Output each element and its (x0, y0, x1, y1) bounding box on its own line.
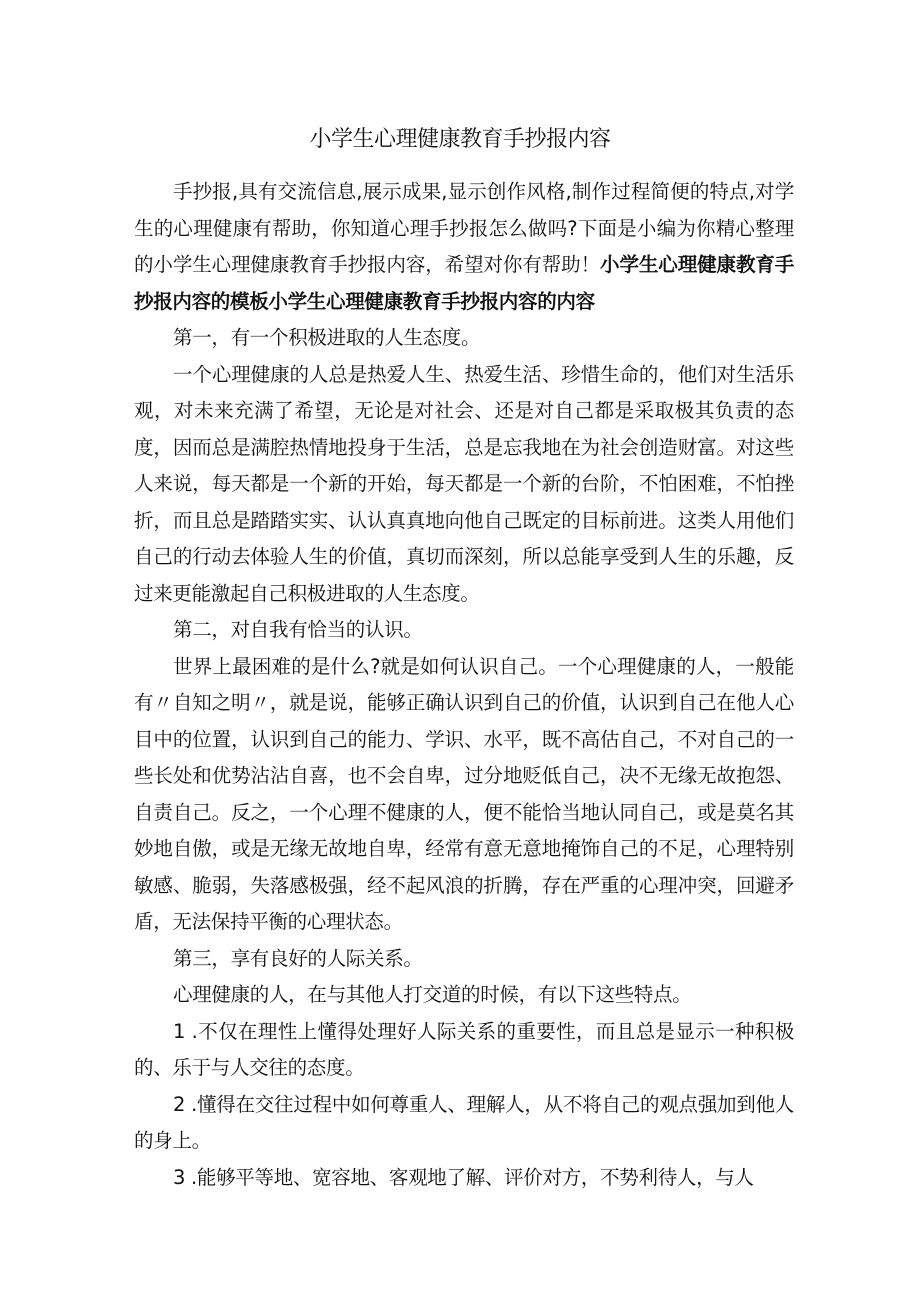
body-paragraph-3: 心理健康的人，在与其他人打交道的时候，有以下这些特点。 (173, 983, 692, 1006)
intro-paragraph (134, 174, 794, 320)
intro-bold-text: 小学生心理健康教育手抄报内容的模板小学生心理健康教育手抄报内容的内容 (134, 253, 794, 313)
intro-text: 手抄报,具有交流信息,展示成果,显示创作风格,制作过程简便的特点,对学生的心理健康有帮助，你知道心理手抄报怎么做吗?下面是小编为你精心整理的小学生心理健康教育手抄报内容，希望对你有帮助！ (134, 180, 794, 276)
body-paragraph-2: 世界上最困难的是什么?就是如何认识自己。一个心理健康的人，一般能有〃自知之明〃，就是说，能够正确认识到自己的价值，认识到自己在他人心目中的位置，认识到自己的能力、学识、水平，既不高估自己，不对自己的一些长处和优势沾沾自喜，也不会自卑，过分地贬低自己，决不无缘无故抱怨、自责自己。反之，一个心理不健康的人，便不能恰当地认同自己，或是莫名其妙地自傲，或是无缘无故地自卑，经常有意无意地掩饰自己的不足，心理特别敏感、脆弱，失落感极强，经不起风浪的折腾，存在严重的心理冲突，回避矛盾，无法保持平衡的心理状态。 (134, 654, 794, 933)
page-title: 小学生心理健康教育手抄报内容 (309, 127, 611, 152)
heading-1: 第一，有一个积极进取的人生态度。 (173, 326, 481, 349)
list-item-1: 1 .不仅在理性上懂得处理好人际关系的重要性，而且总是显示一种积极的、乐于与人交往的态度。 (134, 1019, 794, 1079)
heading-2: 第二，对自我有恰当的认识。 (173, 618, 423, 641)
body-paragraph-1: 一个心理健康的人总是热爱人生、热爱生活、珍惜生命的，他们对生活乐观，对未来充满了希望，无论是对社会、还是对自己都是采取极其负责的态度，因而总是满腔热情地投身于生活，总是忘我地在为社会创造财富。对这些人来说，每天都是一个新的开始，每天都是一个新的台阶，不怕困难，不怕挫折，而且总是踏踏实实、认认真真地向他自己既定的目标前进。这类人用他们自己的行动去体验人生的价值，真切而深刻，所以总能享受到人生的乐趣，反过来更能激起自己积极进取的人生态度。 (134, 362, 794, 605)
heading-3: 第三，享有良好的人际关系。 (173, 946, 423, 970)
list-item-3: 3 .能够平等地、宽容地、客观地了解、评价对方，不势利待人，与人 (173, 1165, 754, 1189)
list-item-2: 2 .懂得在交往过程中如何尊重人、理解人，从不将自己的观点强加到他人的身上。 (134, 1092, 794, 1152)
document-body (134, 174, 794, 1196)
